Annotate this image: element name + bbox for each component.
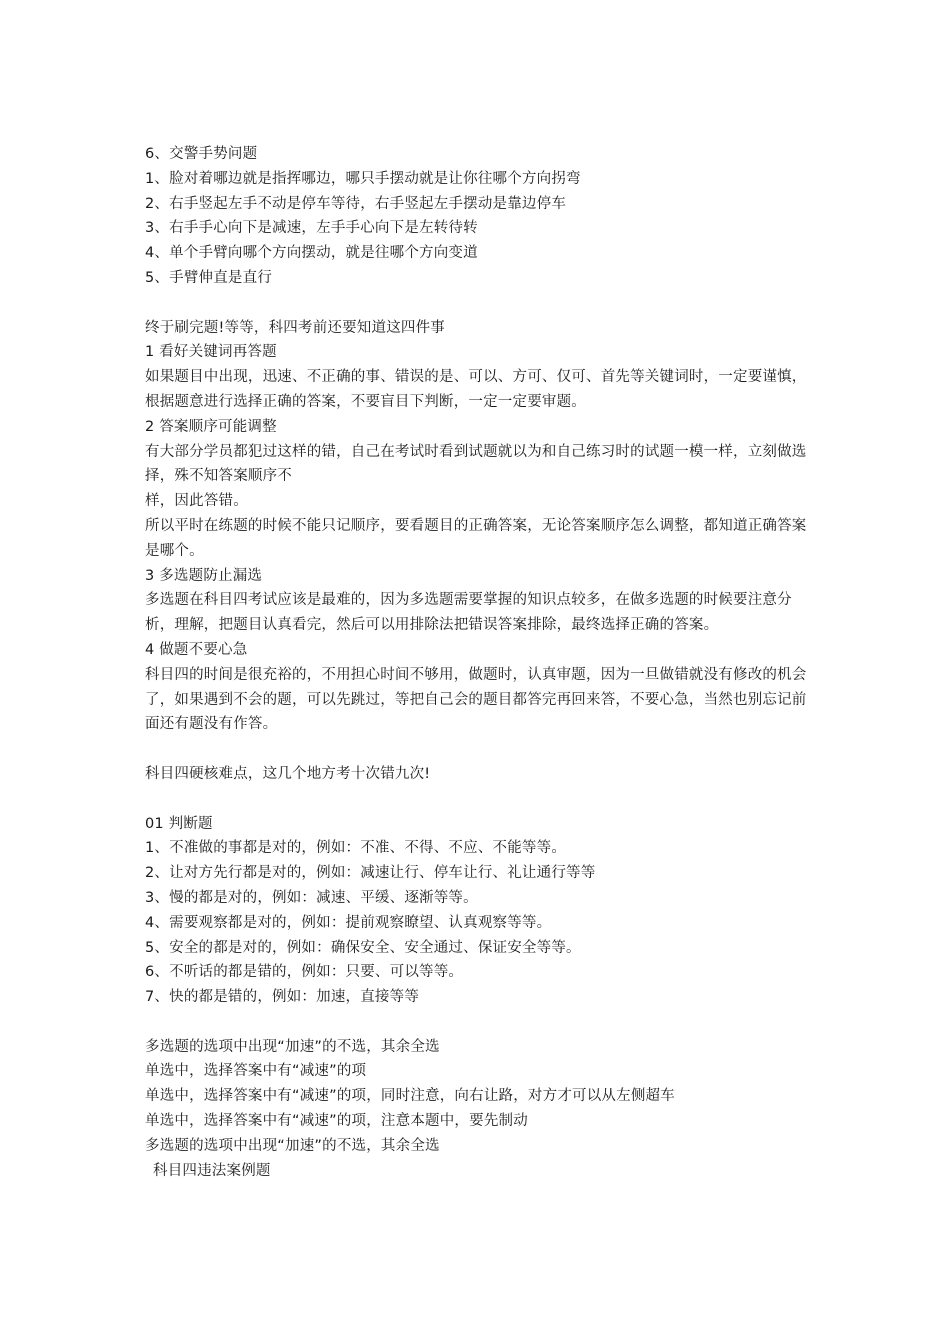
gestures-item: 3、右手手心向下是减速，左手手心向下是左转待转 bbox=[145, 220, 478, 237]
tip-paragraph: 多选题在科目四考试应该是最难的，因为多选题需要掌握的知识点较多，在做多选题的时候要注意分析，理解，把题目认真看完，然后可以用排除法把错误答案排除，最终选择正确的答案。 bbox=[145, 592, 792, 634]
judge-item: 7、快的都是错的，例如：加速，直接等等 bbox=[145, 989, 420, 1006]
tips-intro: 终于刷完题!等等，科四考前还要知道这四件事 bbox=[145, 319, 446, 336]
judge-item: 2、让对方先行都是对的，例如：减速让行、停车让行、礼让通行等等 bbox=[145, 865, 596, 882]
spacer bbox=[145, 1010, 813, 1035]
gestures-item: 1、脸对着哪边就是指挥哪边，哪只手摆动就是让你往哪个方向拐弯 bbox=[145, 170, 581, 187]
tip-paragraph: 样，因此答错。 bbox=[145, 493, 248, 510]
tip-heading: 1 看好关键词再答题 bbox=[145, 344, 277, 361]
choice-item: 多选题的选项中出现“加速”的不选，其余全选 bbox=[145, 1137, 440, 1154]
spacer bbox=[145, 737, 813, 762]
tip-paragraph: 有大部分学员都犯过这样的错，自己在考试时看到试题就以为和自己练习时的试题一模一样，立刻做选择，殊不知答案顺序不 bbox=[145, 443, 807, 485]
judge-item: 3、慢的都是对的，例如：减速、平缓、逐渐等等。 bbox=[145, 889, 478, 906]
choice-item: 单选中，选择答案中有“减速”的项 bbox=[145, 1063, 367, 1080]
document-body bbox=[145, 142, 813, 1183]
violation-cases-heading: 科目四违法案例题 bbox=[153, 1162, 271, 1179]
gestures-item: 4、单个手臂向哪个方向摆动，就是往哪个方向变道 bbox=[145, 245, 478, 262]
choice-item: 单选中，选择答案中有“减速”的项，同时注意，向右让路，对方才可以从左侧超车 bbox=[145, 1088, 675, 1105]
spacer bbox=[145, 291, 813, 316]
choice-item: 单选中，选择答案中有“减速”的项，注意本题中，要先制动 bbox=[145, 1113, 528, 1130]
tip-heading: 2 答案顺序可能调整 bbox=[145, 418, 277, 435]
gestures-item: 2、右手竖起左手不动是停车等待，右手竖起左手摆动是靠边停车 bbox=[145, 195, 567, 212]
tip-paragraph: 所以平时在练题的时候不能只记顺序，要看题目的正确答案，无论答案顺序怎么调整，都知道正确答案是哪个。 bbox=[145, 517, 807, 559]
spacer bbox=[145, 787, 813, 812]
judge-heading: 01 判断题 bbox=[145, 815, 213, 832]
judge-item: 1、不准做的事都是对的，例如：不准、不得、不应、不能等等。 bbox=[145, 840, 567, 857]
judge-item: 5、安全的都是对的，例如：确保安全、安全通过、保证安全等等。 bbox=[145, 939, 581, 956]
gestures-item: 5、手臂伸直是直行 bbox=[145, 269, 273, 286]
judge-item: 4、需要观察都是对的，例如：提前观察瞭望、认真观察等等。 bbox=[145, 914, 552, 931]
tip-paragraph: 科目四的时间是很充裕的，不用担心时间不够用，做题时，认真审题，因为一旦做错就没有修改的机会了，如果遇到不会的题，可以先跳过，等把自己会的题目都答完再回来答，不要心急，当然也别忘记前面还有题没有作答。 bbox=[145, 666, 807, 733]
tip-heading: 3 多选题防止漏选 bbox=[145, 567, 263, 584]
judge-item: 6、不听话的都是错的，例如：只要、可以等等。 bbox=[145, 964, 464, 981]
choice-item: 多选题的选项中出现“加速”的不选，其余全选 bbox=[145, 1038, 440, 1055]
gestures-heading: 6、交警手势问题 bbox=[145, 146, 258, 162]
tip-heading: 4 做题不要心急 bbox=[145, 641, 248, 658]
tip-paragraph: 如果题目中出现，迅速、不正确的事、错误的是、可以、方可、仅可、首先等关键词时，一定要谨慎，根据题意进行选择正确的答案，不要盲目下判断，一定一定要审题。 bbox=[145, 369, 807, 410]
hard-points-intro: 科目四硬核难点，这几个地方考十次错九次! bbox=[145, 765, 431, 782]
